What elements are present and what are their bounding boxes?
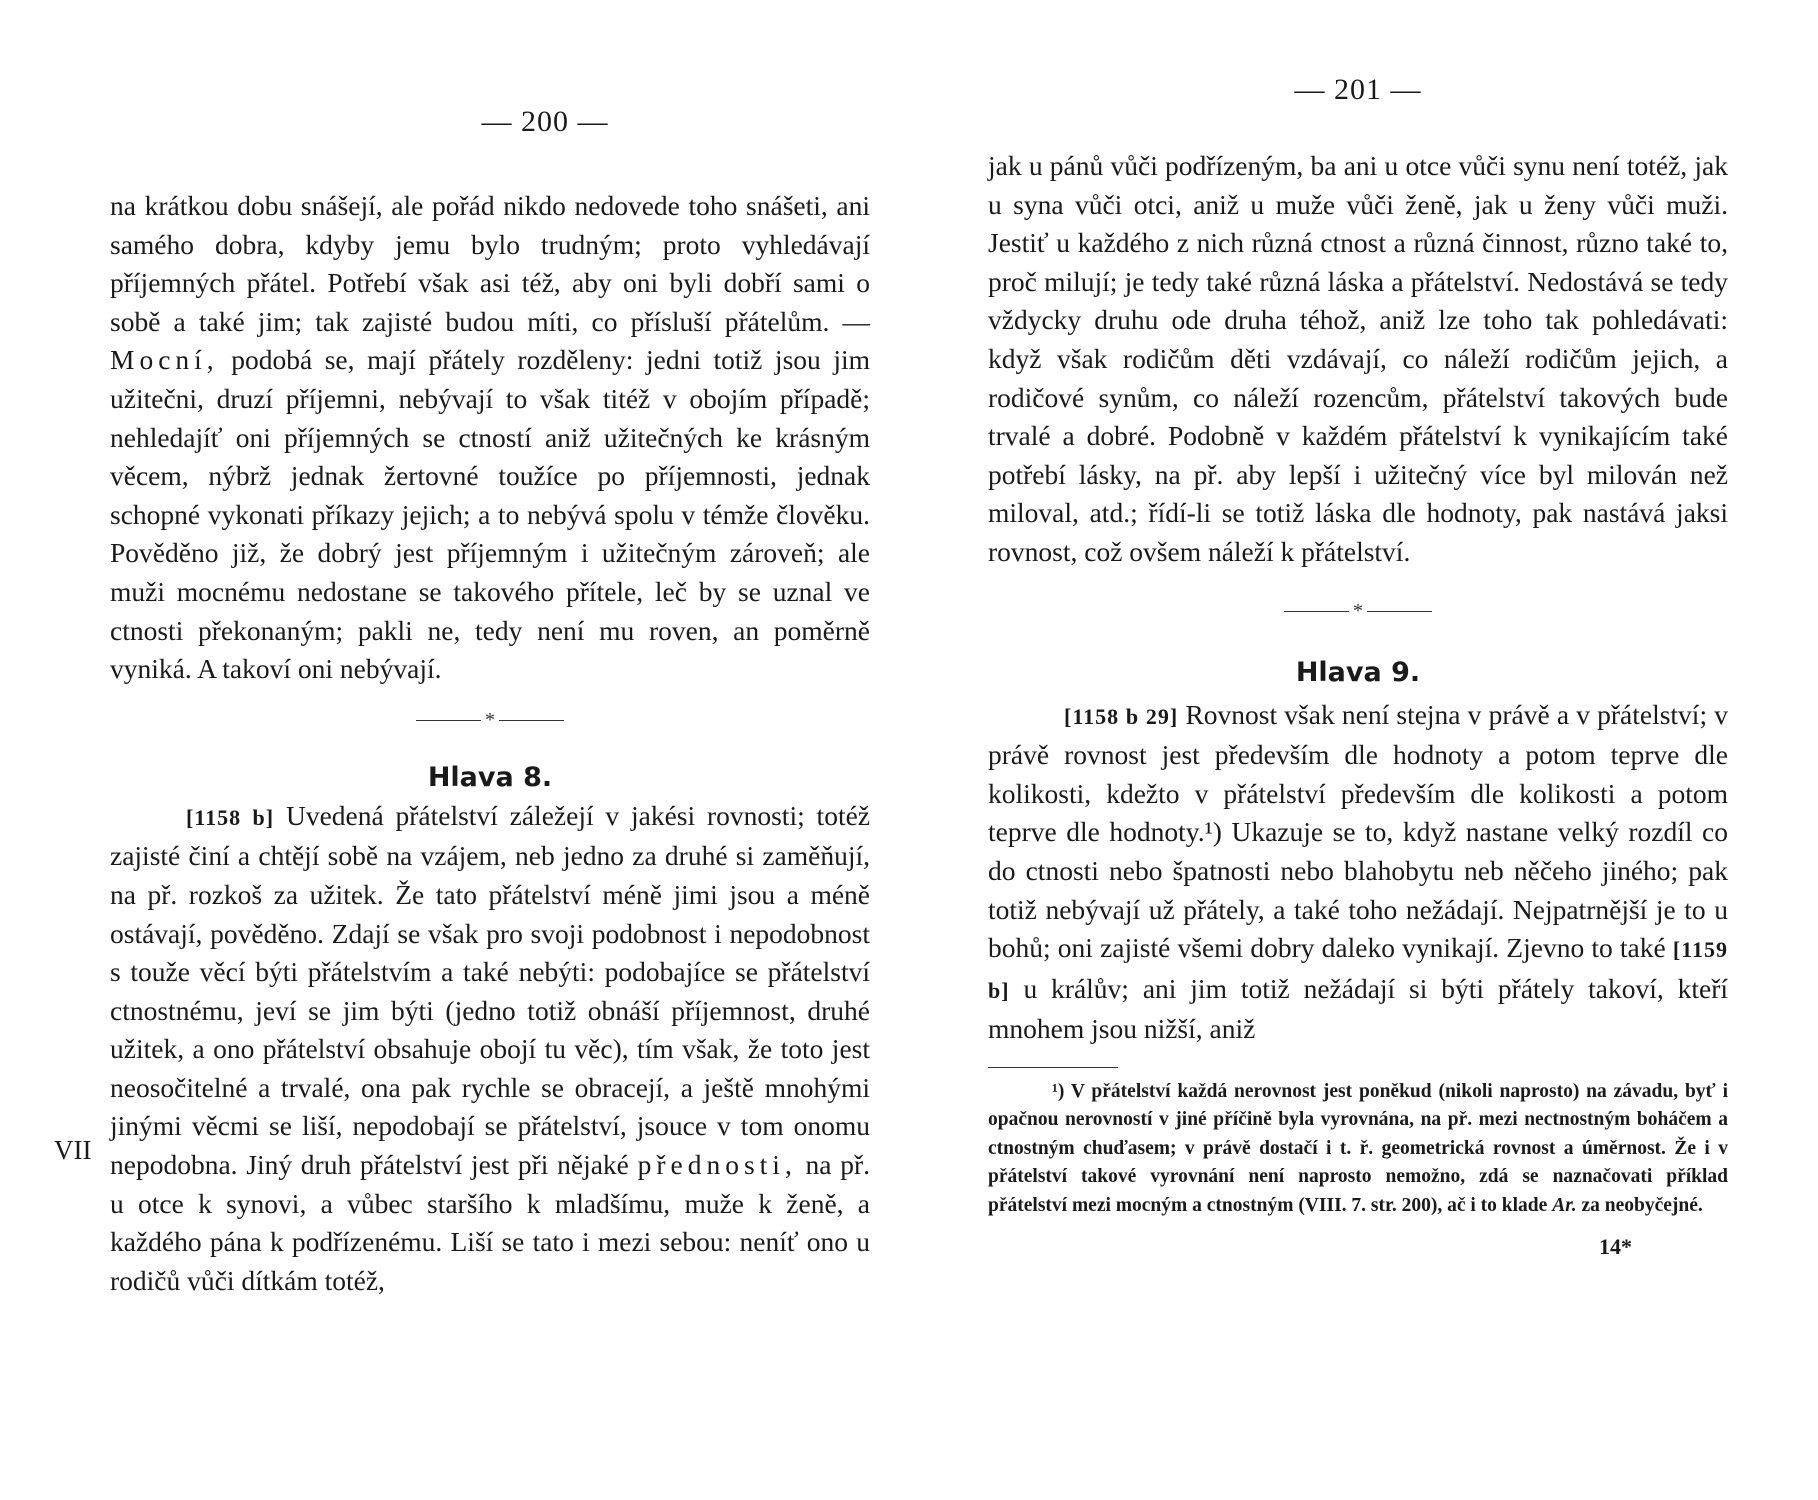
left-page	[110, 0, 870, 1300]
right-page	[988, 0, 1728, 1260]
paragraph-text: na krátkou dobu snášejí, ale pořád nikdo nedovede toho snášeti, ani samého dobra, kdyby jemu bylo trudným; proto vyhledávají příjemných přátel. Potřebí však asi též, aby oni byli dobří sami o sobě a také jim; tak zajisté budou míti, co přísluší přátelům. —	[110, 190, 870, 337]
chapter-heading: Hlava 9.	[1295, 656, 1421, 688]
bekker-reference: [1159 b]	[988, 937, 1729, 1003]
paragraph	[988, 147, 1728, 572]
chapter-heading: Hlava 8.	[427, 761, 553, 793]
paragraph-text: Rovnost však není stejna v právě a v přátelství; v právě rovnost jest především dle hodnoty a potom teprve dle kolikosti, kdežto v přátelství především dle kolikosti a potom teprve dle hodnoty.¹) Ukazuje se to, když nastane velký rozdíl co do ctnosti nebo špatnosti nebo blahobytu neb něčeho jiného; pak totiž nebývají už přátely, a také toho nežádají. Nejpatrnější je to u bohů; oni zajisté všemi dobry daleko vynikají. Zjevno to také	[988, 698, 1728, 964]
paragraph-text: na př. u otce k synovi, a vůbec staršího k mladšímu, muže k ženě, a každého pána k podřízenému. Liší se tato i mezi sebou: neníť ono u rodičů vůči dítkám totéž,	[110, 1149, 870, 1296]
printer-signature: 14*	[1599, 1233, 1632, 1259]
paragraph-text: u králův; ani jim totiž nežádají si býti přátely takoví, kteří mnohem jsou nižší, aniž	[988, 972, 1729, 1045]
margin-chapter-mark: VII	[54, 1135, 92, 1165]
paragraph-text: jak u pánů vůči podřízeným, ba ani u otce vůči synu není totéž, jak u syna vůči otci, aniž u muže vůči ženě, jak u ženy vůči muži. Jestiť u každého z nich různá ctnost a různá činnost, různo také to, proč milují; je tedy také různá láska a přátelství. Nedostává se tedy vždycky druhu ode druha téhož, aniž lze toho tak pohledávati: když však rodičům děti vzdávají, co náleží rodičům jejich, a rodičové synům, co náleží rozencům, přátelství takových bude trvalé a dobré. Podobně v každém přátelství k vynikajícím také potřebí lásky, na př. aby lepší i užitečný více byl milován než miloval, atd.; řídí-li se totiž láska dle hodnoty, pak nastává jaksi rovnost, což ovšem náleží k přátelství.	[988, 150, 1728, 567]
section-separator: *	[110, 709, 870, 732]
page-number: — 200 —	[481, 105, 609, 138]
footnote-text: za neobyčejné.	[1581, 1194, 1703, 1216]
emphasized-word: přednosti,	[637, 1149, 797, 1181]
bekker-reference: [1158 b 29]	[1064, 703, 1179, 729]
paragraph	[110, 187, 870, 689]
footnote-italic: Ar.	[1552, 1194, 1577, 1216]
emphasized-word: Mocní,	[110, 344, 219, 376]
paragraph	[110, 797, 870, 1301]
paragraph-text: Uvedená přátelství záležejí v jakési rovnosti; totéž zajisté činí a chtějí sobě na vzájem, neb jedno za druhé si zaměňují, na př. rozkoš za užitek. Že tato přátelství méně jimi jsou a méně ostávají, pověděno. Zdají se však pro svoji podobnost i nepodobnost s touže věcí býti přátelstvím a také nebýti: podobajíce se přátelství ctnostnému, jeví se jim býti (jedno totiž obnáší příjemnost, druhé užitek, a ono přátelství obsahuje obojí tu věc), tím však, že toto jest neosočitelné a trvalé, ona pak rychle se obracejí, a ještě mnohými jinými věcmi se liší, nepodobají se přátelství, jsouce v tom onomu nepodobna. Jiný druh přátelství jest při nějaké	[110, 799, 870, 1181]
paragraph-text: podobá se, mají přátely rozděleny: jedni totiž jsou jim užitečni, druzí příjemni, nebývají to však titéž v obojím případě; nehledajíť oni příjemných se ctností aniž užitečných ke krásným věcem, nýbrž jednak žertovné toužíce po příjemnosti, jednak schopné vykonati příkazy jejich; a to nebývá spolu v témže člověku. Pověděno již, že dobrý jest příjemným i užitečným zároveň; ale muži mocnému nedostane se takového přítele, leč by se uznal ve ctnosti překonaným; pakli ne, tedy není mu roven, an poměrně vyniká. A takoví oni nebývají.	[110, 344, 870, 685]
footnote-text: ¹) V přátelství každá nerovnost jest poněkud (nikoli naprosto) na závadu, byť i opačnou nerovností v jiné příčině byla vyrovnána, na př. mezi nectnostným boháčem a ctnostným chuďasem; v právě dostačí i t. ř. geometrická rovnost a úměrnost. Že i v přátelství takové vyrovnání není naprosto nemožno, zdá se naznačovati příklad přátelství mezi mocným a ctnostným (VIII. 7. str. 200), ač i to klade	[988, 1080, 1728, 1216]
section-separator: *	[988, 600, 1728, 623]
page-number: — 201 —	[1294, 73, 1422, 106]
footnote-rule	[988, 1067, 1118, 1068]
paragraph	[988, 696, 1728, 1049]
bekker-reference: [1158 b]	[186, 804, 275, 830]
footnote	[988, 1078, 1728, 1220]
